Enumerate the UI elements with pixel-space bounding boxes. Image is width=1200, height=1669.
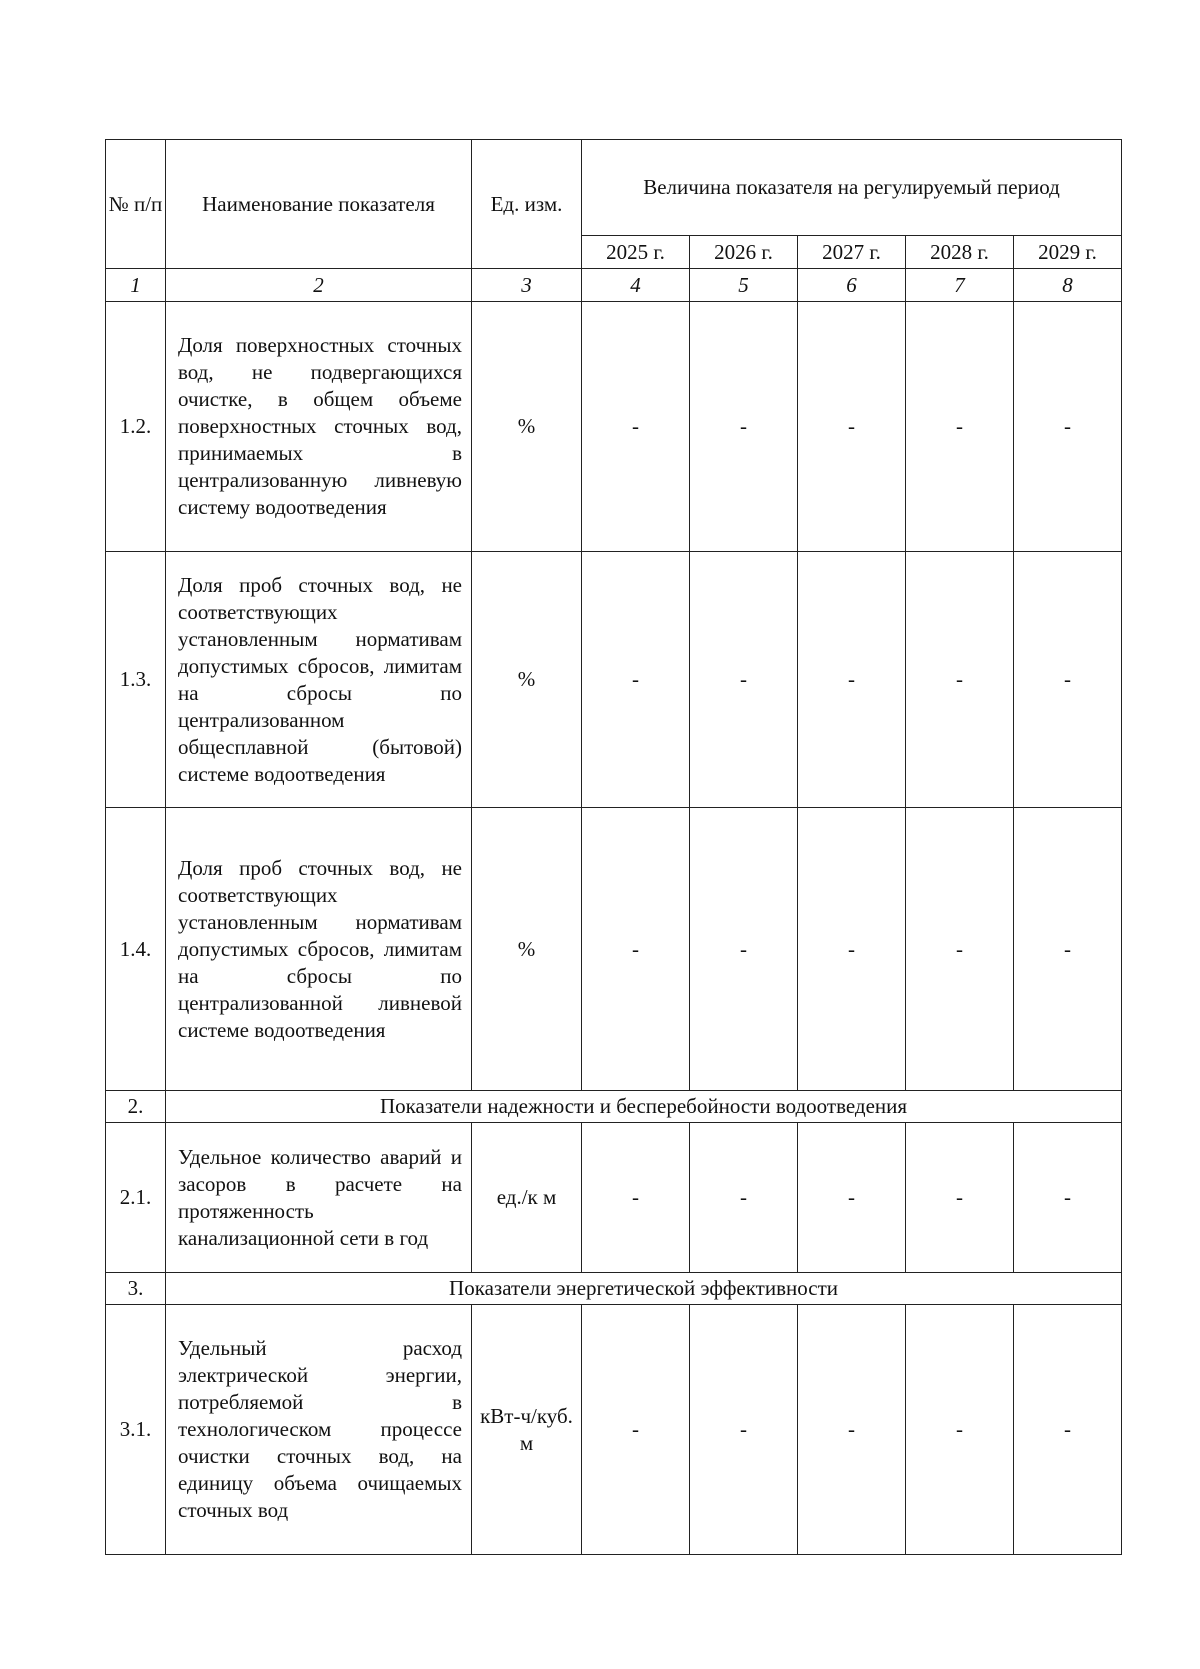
table-row <box>106 1123 1122 1273</box>
header-num: № п/п <box>106 140 166 269</box>
row-name: Удельное количество аварий и засоров в расчете на протяженность канализационной сети в год <box>166 1123 472 1273</box>
col-number: 1 <box>106 269 166 302</box>
table-row <box>106 552 1122 808</box>
year-2025: 2025 г. <box>582 236 690 269</box>
section-row <box>106 1273 1122 1305</box>
row-value: - <box>582 1123 690 1273</box>
row-value: - <box>582 1305 690 1555</box>
row-num: 2.1. <box>106 1123 166 1273</box>
col-number: 3 <box>472 269 582 302</box>
row-value: - <box>1014 1123 1122 1273</box>
header-unit: Ед. изм. <box>472 140 582 269</box>
table-row <box>106 1305 1122 1555</box>
row-value: - <box>1014 808 1122 1091</box>
row-unit: ед./к м <box>472 1123 582 1273</box>
row-value: - <box>798 1305 906 1555</box>
section-title: Показатели энергетической эффективности <box>166 1273 1122 1305</box>
col-number: 4 <box>582 269 690 302</box>
row-value: - <box>906 808 1014 1091</box>
row-value: - <box>798 302 906 552</box>
row-value: - <box>690 302 798 552</box>
row-value: - <box>690 1305 798 1555</box>
row-value: - <box>798 1123 906 1273</box>
row-value: - <box>690 1123 798 1273</box>
col-number: 8 <box>1014 269 1122 302</box>
row-num: 1.3. <box>106 552 166 808</box>
row-unit: % <box>472 552 582 808</box>
row-value: - <box>690 552 798 808</box>
row-name: Доля поверхностных сточных вод, не подвергающихся очистке, в общем объеме поверхностных сточных вод, принимаемых в централизованную ливневую систему водоотведения <box>166 302 472 552</box>
row-value: - <box>1014 552 1122 808</box>
indicators-table <box>105 139 1122 1555</box>
row-value: - <box>690 808 798 1091</box>
row-num: 1.2. <box>106 302 166 552</box>
section-num: 3. <box>106 1273 166 1305</box>
row-value: - <box>582 808 690 1091</box>
row-name: Удельный расход электрической энергии, потребляемой в технологическом процессе очистки сточных вод, на единицу объема очищаемых сточных вод <box>166 1305 472 1555</box>
section-title: Показатели надежности и бесперебойности водоотведения <box>166 1091 1122 1123</box>
row-value: - <box>906 1305 1014 1555</box>
year-2026: 2026 г. <box>690 236 798 269</box>
row-name: Доля проб сточных вод, не соответствующих установленным нормативам допустимых сбросов, лимитам на сбросы по централизованном общесплавной (бытовой) системе водоотведения <box>166 552 472 808</box>
row-name: Доля проб сточных вод, не соответствующих установленным нормативам допустимых сбросов, лимитам на сбросы по централизованной ливневой системе водоотведения <box>166 808 472 1091</box>
year-2028: 2028 г. <box>906 236 1014 269</box>
row-value: - <box>906 1123 1014 1273</box>
header-period: Величина показателя на регулируемый период <box>582 140 1122 236</box>
section-row <box>106 1091 1122 1123</box>
col-number: 5 <box>690 269 798 302</box>
col-number: 6 <box>798 269 906 302</box>
table-row <box>106 302 1122 552</box>
row-value: - <box>582 302 690 552</box>
row-num: 1.4. <box>106 808 166 1091</box>
year-2027: 2027 г. <box>798 236 906 269</box>
col-number: 7 <box>906 269 1014 302</box>
row-value: - <box>798 808 906 1091</box>
row-value: - <box>906 302 1014 552</box>
row-value: - <box>1014 1305 1122 1555</box>
row-num: 3.1. <box>106 1305 166 1555</box>
row-unit: кВт-ч/куб. м <box>472 1305 582 1555</box>
table-row <box>106 808 1122 1091</box>
section-num: 2. <box>106 1091 166 1123</box>
row-unit: % <box>472 808 582 1091</box>
row-value: - <box>1014 302 1122 552</box>
year-2029: 2029 г. <box>1014 236 1122 269</box>
row-value: - <box>798 552 906 808</box>
row-value: - <box>906 552 1014 808</box>
header-name: Наименование показателя <box>166 140 472 269</box>
row-unit: % <box>472 302 582 552</box>
row-value: - <box>582 552 690 808</box>
col-number: 2 <box>166 269 472 302</box>
